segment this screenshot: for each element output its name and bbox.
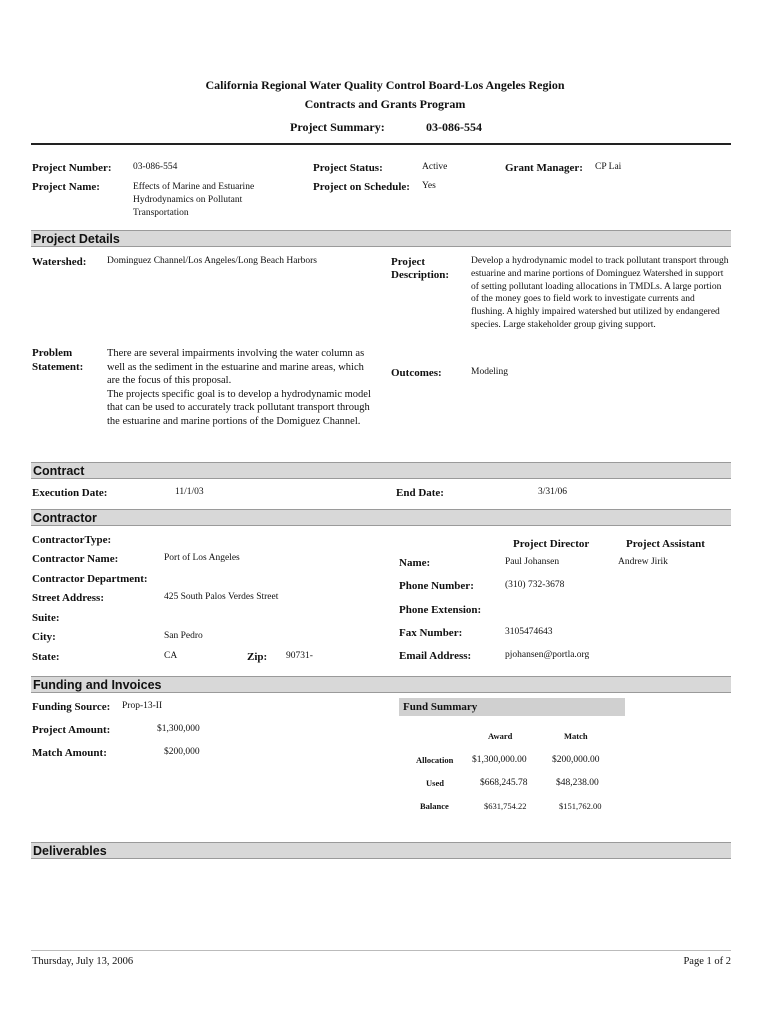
project-name-value: Effects of Marine and Estuarine Hydrodynamics on Pollutant Transportation [133, 182, 255, 218]
project-amount-label: Project Amount: [32, 724, 111, 736]
watershed-value: Dominguez Channel/Los Angeles/Long Beach Harbors [107, 256, 318, 266]
email-address-label: Email Address: [399, 650, 472, 662]
used-match-value: $48,238.00 [556, 778, 599, 788]
fund-row-allocation: Allocation [416, 755, 454, 765]
fund-col-match: Match [564, 731, 588, 741]
section-project-details: Project Details [31, 230, 731, 247]
section-funding: Funding and Invoices [31, 676, 731, 693]
allocation-match-value: $200,000.00 [552, 755, 600, 765]
project-amount-value: $1,300,000 [157, 724, 200, 734]
contractor-department-label: Contractor Department: [32, 573, 148, 585]
funding-source-label: Funding Source: [32, 701, 111, 713]
fax-number-value: 3105474643 [505, 627, 553, 637]
assistant-name-value: Andrew Jirik [618, 557, 668, 567]
project-assistant-header: Project Assistant [626, 538, 705, 550]
used-award-value: $668,245.78 [480, 778, 528, 788]
section-contractor: Contractor [31, 509, 731, 526]
fund-row-used: Used [426, 778, 444, 788]
fund-row-balance: Balance [420, 801, 449, 811]
phone-number-value: (310) 732-3678 [505, 580, 565, 590]
on-schedule-label: Project on Schedule: [313, 181, 410, 193]
problem-label-1: Problem [32, 347, 73, 359]
project-status-value: Active [422, 162, 448, 172]
state-label: State: [32, 651, 60, 663]
balance-award-value: $631,754.22 [484, 801, 527, 811]
outcomes-value: Modeling [471, 367, 508, 377]
footer-rule [31, 950, 731, 951]
phone-number-label: Phone Number: [399, 580, 474, 592]
suite-label: Suite: [32, 612, 60, 624]
outcomes-label: Outcomes: [391, 367, 442, 379]
section-deliverables: Deliverables [31, 842, 731, 859]
street-address-value: 425 South Palos Verdes Street [164, 592, 279, 602]
street-address-label: Street Address: [32, 592, 105, 604]
fund-col-award: Award [488, 731, 513, 741]
email-address-value: pjohansen@portla.org [505, 650, 590, 660]
funding-source-value: Prop-13-II [122, 701, 163, 711]
problem-value: There are several impairments involving the water column as well as the sediment in the estuarine and marine areas, which are the focus of this proposal. The projects specific goal is to develop a hydrodynamic model that can be used to accurately track pollutant transport through the estuarine and marine portions of the Domiguez Channel. [107, 348, 371, 427]
header-rule [31, 143, 731, 145]
state-value: CA [164, 651, 178, 661]
contractor-name-label: Contractor Name: [32, 553, 119, 565]
contractor-type-label: ContractorType: [32, 534, 112, 546]
fund-summary-title: Fund Summary [399, 698, 625, 716]
watershed-label: Watershed: [32, 256, 87, 268]
description-value: Develop a hydrodynamic model to track pollutant transport through estuarine and marine portions of Dominguez Watershed in support of setting pollutant loading allocations in TMDLs. A large portion of the money goes to field work to investigate currents and flushing. A highly impaired watershed but utilized by endangered species. Large stakeholder group giving support. [471, 256, 729, 330]
grant-manager-value: CP Lai [595, 162, 622, 172]
project-status-label: Project Status: [313, 162, 383, 174]
phone-extension-label: Phone Extension: [399, 604, 482, 616]
contractor-name-value: Port of Los Angeles [164, 553, 240, 563]
city-value: San Pedro [164, 631, 203, 641]
fax-number-label: Fax Number: [399, 627, 463, 639]
on-schedule-value: Yes [422, 181, 436, 191]
match-amount-label: Match Amount: [32, 747, 107, 759]
project-number-label: Project Number: [32, 162, 112, 174]
city-label: City: [32, 631, 56, 643]
execution-date-label: Execution Date: [32, 487, 108, 499]
match-amount-value: $200,000 [164, 747, 200, 757]
project-name-label: Project Name: [32, 181, 100, 193]
section-contract: Contract [31, 462, 731, 479]
summary-label: Project Summary: [290, 120, 385, 134]
header-program: Contracts and Grants Program [304, 97, 466, 111]
zip-label: Zip: [247, 651, 268, 663]
grant-manager-label: Grant Manager: [505, 162, 583, 174]
end-date-value: 3/31/06 [538, 487, 568, 497]
zip-value: 90731- [286, 651, 313, 661]
header-agency: California Regional Water Quality Control Board-Los Angeles Region [205, 78, 565, 92]
description-label-2: Description: [391, 269, 450, 281]
description-label-1: Project [391, 256, 425, 268]
footer-date: Thursday, July 13, 2006 [32, 956, 134, 967]
project-director-header: Project Director [513, 538, 590, 550]
balance-match-value: $151,762.00 [559, 801, 602, 811]
footer-page: Page 1 of 2 [683, 956, 731, 967]
project-number-value: 03-086-554 [133, 162, 178, 172]
end-date-label: End Date: [396, 487, 444, 499]
person-name-label: Name: [399, 557, 431, 569]
execution-date-value: 11/1/03 [175, 487, 204, 497]
director-name-value: Paul Johansen [505, 557, 560, 567]
problem-label-2: Statement: [32, 361, 84, 373]
allocation-award-value: $1,300,000.00 [472, 755, 527, 765]
summary-value: 03-086-554 [426, 120, 482, 134]
